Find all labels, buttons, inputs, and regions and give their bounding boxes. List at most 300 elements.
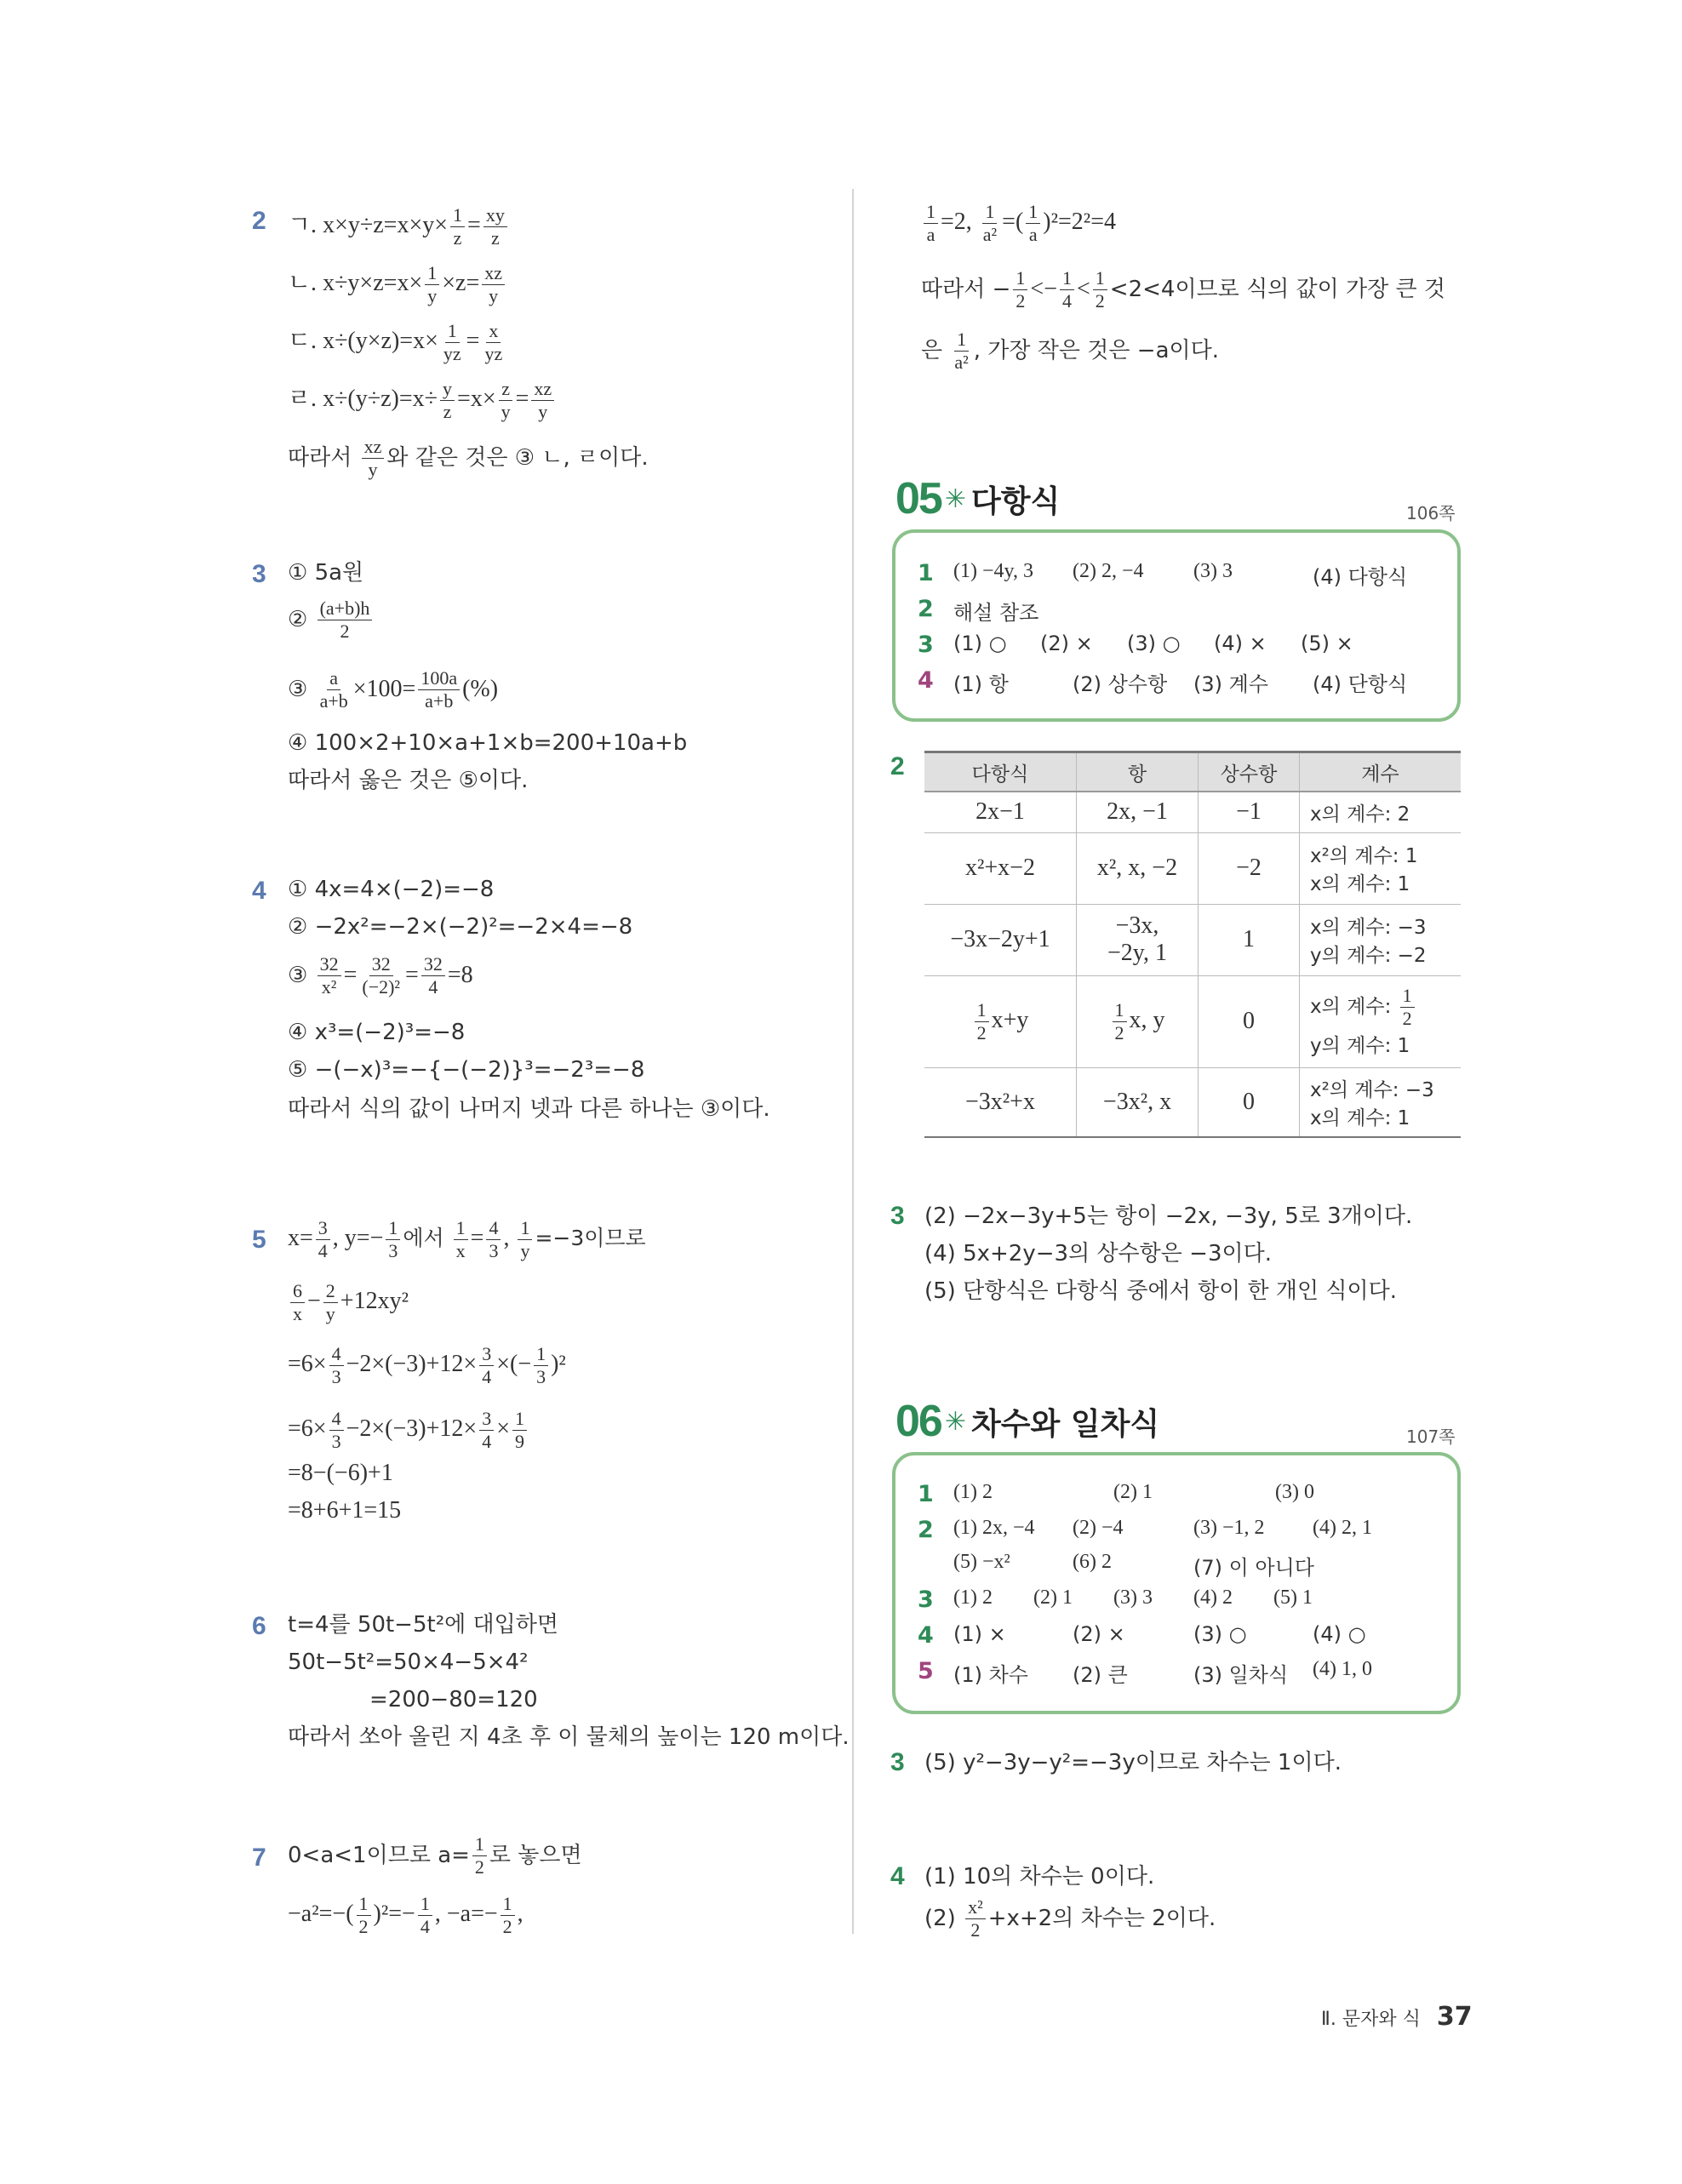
section-page-ref: 106쪽 xyxy=(1406,503,1456,523)
box-item: (3) ○ xyxy=(1193,1622,1247,1646)
table-row xyxy=(924,792,1461,832)
polynomial-table xyxy=(924,751,1461,1138)
box-item: (4) ○ xyxy=(1313,1622,1366,1646)
numerator: xz xyxy=(482,262,505,285)
denominator: 4 xyxy=(428,976,438,998)
expr: (%) xyxy=(462,676,499,702)
numerator: z xyxy=(499,378,512,401)
answer-line: ② −2x²=−2×(−2)²=−2×4=−8 xyxy=(288,914,633,940)
denominator: z xyxy=(453,227,462,249)
fraction xyxy=(924,201,938,246)
answer-line: ① 4x=4×(−2)=−8 xyxy=(288,877,495,902)
table-row xyxy=(924,904,1461,975)
numerator: 1 xyxy=(472,1833,487,1856)
expr: < xyxy=(1077,276,1090,302)
answer-line xyxy=(288,1833,582,1878)
text: (2) xyxy=(924,1906,964,1931)
fraction xyxy=(329,1408,344,1453)
cell-line: x²의 계수: 1 xyxy=(1310,845,1418,867)
table-cell: 2x−1 xyxy=(924,792,1077,832)
table-row xyxy=(924,832,1461,904)
fraction xyxy=(534,1343,548,1388)
box-item: (1) 2x, −4 xyxy=(953,1517,1035,1539)
fraction xyxy=(1060,267,1074,312)
table-cell xyxy=(1300,975,1462,1067)
numerator: 1 xyxy=(450,204,465,227)
expr: ×(− xyxy=(496,1350,532,1377)
question-number: 3 xyxy=(890,1748,905,1776)
label: ㄱ. xyxy=(288,211,323,238)
expr: )²=− xyxy=(373,1900,415,1927)
row-number: 3 xyxy=(918,1587,934,1613)
numerator: 1 xyxy=(512,1408,527,1431)
question-number: 5 xyxy=(252,1226,266,1254)
answer-line xyxy=(921,329,1219,374)
numerator: 100a xyxy=(418,667,460,690)
table-header-row xyxy=(924,752,1461,792)
box-item: (1) 차수 xyxy=(953,1663,1028,1687)
column-divider xyxy=(852,189,854,1934)
numerator: 32 xyxy=(318,953,341,976)
box-item: (4) 2 xyxy=(1193,1587,1233,1609)
fraction xyxy=(531,378,554,423)
cell-line: y의 계수: −2 xyxy=(1310,945,1427,967)
expr: , y=− xyxy=(332,1224,384,1251)
fraction xyxy=(421,953,445,998)
box-item: 해설 참조 xyxy=(953,601,1039,625)
label: ㄴ. xyxy=(288,269,323,296)
row-number: 4 xyxy=(918,1622,934,1649)
numerator: (a+b)h xyxy=(318,597,373,620)
box-item: (2) × xyxy=(1073,1622,1125,1646)
question-number: 7 xyxy=(252,1844,266,1872)
answer-line xyxy=(288,953,473,998)
column-header: 상수항 xyxy=(1199,752,1300,792)
numerator: 1 xyxy=(1060,267,1074,290)
denominator: 4 xyxy=(420,1916,430,1937)
fraction xyxy=(501,1893,515,1938)
star-icon: ✳ xyxy=(944,483,966,514)
denominator: 2 xyxy=(976,1021,987,1043)
fraction xyxy=(386,1217,400,1262)
expr: , −a=− xyxy=(434,1900,498,1927)
denominator: a² xyxy=(954,352,969,373)
box-item: (1) 2 xyxy=(953,1481,993,1503)
cell-line: y의 계수: 1 xyxy=(1310,1035,1410,1057)
star-icon: ✳ xyxy=(944,1406,966,1437)
denominator: x xyxy=(455,1240,466,1261)
box-item: (2) −4 xyxy=(1073,1517,1124,1539)
box-item: (1) × xyxy=(953,1622,1006,1646)
column-header: 항 xyxy=(1077,752,1199,792)
numerator: x xyxy=(486,320,501,343)
denominator: a² xyxy=(982,224,998,245)
denominator: 9 xyxy=(515,1431,524,1452)
fraction xyxy=(486,1217,501,1262)
expr: − xyxy=(307,1287,321,1314)
box-item: (3) ○ xyxy=(1127,632,1181,655)
cell-line: x²의 계수: −3 xyxy=(1310,1078,1434,1101)
chapter-label: Ⅱ. 문자와 식 xyxy=(1321,2009,1421,2030)
cell-line: x의 계수: 1 xyxy=(1310,1106,1410,1129)
answer-line xyxy=(924,1896,1216,1941)
table-cell xyxy=(924,975,1077,1067)
denominator: 3 xyxy=(489,1240,499,1261)
fraction xyxy=(316,1217,330,1262)
answer-line: ① 5a원 xyxy=(288,560,364,586)
fraction xyxy=(483,204,507,249)
section-title: 차수와 일차식 xyxy=(970,1406,1160,1442)
cell-text: x, y xyxy=(1129,1006,1165,1033)
fraction xyxy=(1093,267,1107,312)
numerator: 1 xyxy=(386,1217,400,1240)
text: 은 xyxy=(921,338,950,363)
fraction xyxy=(357,1893,371,1938)
answer-line: (5) y²−3y−y²=−3y이므로 차수는 1이다. xyxy=(924,1750,1342,1775)
denominator: 4 xyxy=(482,1366,492,1387)
box-item: (5) 1 xyxy=(1273,1587,1313,1609)
box-item: (2) 2, −4 xyxy=(1073,560,1144,582)
question-number: 3 xyxy=(252,560,266,588)
denominator: 2 xyxy=(1402,1008,1412,1029)
answer-line xyxy=(288,597,375,643)
box-item: (2) 1 xyxy=(1033,1587,1073,1609)
table-cell: −3x²+x xyxy=(924,1067,1077,1137)
table-cell xyxy=(1300,832,1462,904)
numerator: 1 xyxy=(1093,267,1107,290)
answer-box xyxy=(892,529,1461,722)
denominator: a+b xyxy=(425,690,454,712)
denominator: 4 xyxy=(482,1431,492,1452)
box-item: (5) × xyxy=(1301,632,1353,655)
table-cell: −1 xyxy=(1199,792,1300,832)
expr: x×y÷z=x×y× xyxy=(323,211,449,238)
fraction xyxy=(952,329,970,374)
section-page-ref: 107쪽 xyxy=(1406,1426,1456,1447)
denominator: y xyxy=(520,1240,530,1261)
numerator: 6 xyxy=(290,1280,305,1303)
denominator: x xyxy=(293,1303,302,1324)
cell-text: x+y xyxy=(991,1006,1029,1033)
numerator: 1 xyxy=(454,1217,468,1240)
table-cell: 0 xyxy=(1199,975,1300,1067)
answer-line: (4) 5x+2y−3의 상수항은 −3이다. xyxy=(924,1241,1272,1266)
label: ㄹ. xyxy=(288,385,323,412)
answer-line xyxy=(921,267,1445,312)
denominator: 3 xyxy=(331,1431,341,1452)
cell-line: −2y, 1 xyxy=(1107,940,1167,966)
fraction xyxy=(440,378,455,423)
box-item: (2) 1 xyxy=(1113,1481,1153,1503)
numerator: a xyxy=(327,667,340,690)
answer-line: =8+6+1=15 xyxy=(288,1497,402,1524)
table-cell: −2 xyxy=(1199,832,1300,904)
table-cell: −3x−2y+1 xyxy=(924,904,1077,975)
table-cell: x²+x−2 xyxy=(924,832,1077,904)
cell-text: x의 계수: xyxy=(1310,996,1398,1018)
fraction xyxy=(499,378,513,423)
answer-line: ④ x³=(−2)³=−8 xyxy=(288,1020,466,1045)
answer-line: 따라서 옳은 것은 ⑤이다. xyxy=(288,768,529,793)
answer-line xyxy=(288,436,649,481)
box-item: (4) × xyxy=(1214,632,1267,655)
expr: × xyxy=(496,1415,510,1442)
numerator: 1 xyxy=(975,999,989,1022)
question-number: 4 xyxy=(890,1862,905,1890)
expr: )² xyxy=(551,1350,566,1377)
answer-line: ④ 100×2+10×a+1×b=200+10a+b xyxy=(288,730,688,756)
expr: ×100= xyxy=(352,676,416,702)
fraction xyxy=(1026,201,1040,246)
text: ③ xyxy=(288,677,315,702)
answer-line: =200−80=120 xyxy=(369,1687,538,1712)
table-cell xyxy=(1077,904,1199,975)
fraction xyxy=(479,1343,494,1388)
row-number: 2 xyxy=(918,596,934,622)
numerator: 4 xyxy=(329,1343,344,1366)
denominator: 2 xyxy=(340,620,350,642)
box-item: (1) 2 xyxy=(953,1587,993,1609)
fraction xyxy=(482,320,505,365)
answer-line xyxy=(288,1343,566,1388)
answer-line: ⑤ −(−x)³=−{−(−2)}³=−2³=−8 xyxy=(288,1057,645,1083)
expr: = xyxy=(470,1224,484,1251)
denominator: y xyxy=(538,401,548,422)
numerator: xz xyxy=(531,378,554,401)
numerator: 4 xyxy=(329,1408,344,1431)
numerator: 1 xyxy=(534,1343,548,1366)
answer-line: 따라서 쏘아 올린 지 4초 후 이 물체의 높이는 120 m이다. xyxy=(288,1724,850,1750)
row-number: 5 xyxy=(918,1658,934,1684)
numerator: xy xyxy=(483,204,507,227)
fraction xyxy=(1400,985,1415,1030)
numerator: 3 xyxy=(479,1343,494,1366)
box-item: (6) 2 xyxy=(1073,1551,1112,1573)
fraction xyxy=(318,597,373,643)
denominator: a xyxy=(926,224,935,245)
denominator: yz xyxy=(443,343,461,364)
page-number: 37 xyxy=(1436,2002,1473,2032)
answer-line xyxy=(288,378,557,423)
denominator: a xyxy=(1028,224,1038,245)
numerator: 1 xyxy=(518,1217,532,1240)
text: 로 놓으면 xyxy=(489,1843,582,1868)
box-item: (3) 계수 xyxy=(1193,672,1268,696)
question-number: 2 xyxy=(890,752,905,780)
denominator: 2 xyxy=(358,1916,369,1937)
numerator: 1 xyxy=(418,1893,432,1916)
denominator: 2 xyxy=(970,1919,981,1941)
denominator: (−2)² xyxy=(362,976,401,998)
row-number: 4 xyxy=(918,667,934,694)
row-number: 2 xyxy=(918,1517,934,1543)
numerator: 1 xyxy=(954,329,969,352)
denominator: 2 xyxy=(502,1916,512,1937)
answer-line: =8−(−6)+1 xyxy=(288,1460,393,1486)
box-item: (5) −x² xyxy=(953,1551,1010,1573)
expr: = xyxy=(405,962,419,988)
numerator: y xyxy=(440,378,455,401)
fraction xyxy=(472,1833,487,1878)
expr: = xyxy=(467,211,481,238)
numerator: xz xyxy=(362,436,385,459)
expr: −2×(−3)+12× xyxy=(346,1415,478,1442)
section-number: 06 xyxy=(895,1397,941,1446)
denominator: x² xyxy=(321,976,337,998)
box-item: (4) 1, 0 xyxy=(1313,1658,1372,1680)
denominator: a+b xyxy=(319,690,348,712)
box-item: (1) 항 xyxy=(953,672,1009,696)
fraction xyxy=(323,1280,338,1325)
box-item: (2) 큰 xyxy=(1073,1663,1128,1687)
box-item: (3) 일차식 xyxy=(1193,1663,1289,1687)
text: <2<4이므로 식의 값이 가장 큰 것 xyxy=(1109,277,1446,302)
table-cell xyxy=(1300,1067,1462,1137)
answer-line xyxy=(288,1280,409,1325)
expr: )²=2²=4 xyxy=(1043,208,1116,235)
denominator: y xyxy=(325,1303,335,1324)
box-item: (3) 3 xyxy=(1193,560,1233,582)
row-number: 1 xyxy=(918,560,934,586)
expr: = xyxy=(466,327,480,354)
numerator: 3 xyxy=(316,1217,330,1240)
denominator: z xyxy=(490,227,500,249)
denominator: 3 xyxy=(388,1240,398,1261)
text: 에서 xyxy=(403,1225,451,1250)
fraction xyxy=(965,1896,986,1941)
numerator: 1 xyxy=(357,1893,371,1916)
column-header: 다항식 xyxy=(924,752,1077,792)
text: 따라서 − xyxy=(921,277,1011,302)
denominator: y xyxy=(501,401,511,422)
table-cell: x의 계수: 2 xyxy=(1300,792,1462,832)
numerator: x² xyxy=(965,1896,986,1919)
denominator: 4 xyxy=(1062,290,1072,312)
text: ③ xyxy=(288,963,315,988)
numerator: 32 xyxy=(421,953,445,976)
table-cell: 0 xyxy=(1199,1067,1300,1137)
fraction xyxy=(290,1280,305,1325)
text: 0<a<1이므로 a= xyxy=(288,1843,470,1868)
numerator: 1 xyxy=(425,262,439,285)
expr: x÷y×z=x× xyxy=(323,269,423,296)
fraction xyxy=(1013,267,1027,312)
box-item: (1) ○ xyxy=(953,632,1007,655)
numerator: 32 xyxy=(369,953,393,976)
denominator: 2 xyxy=(474,1856,484,1878)
table-row xyxy=(924,1067,1461,1137)
answer-line xyxy=(288,262,507,307)
numerator: 1 xyxy=(445,320,460,343)
expr: =x× xyxy=(457,385,496,412)
cell-line: x의 계수: 1 xyxy=(1310,873,1410,895)
answer-line: (5) 단항식은 다항식 중에서 항이 한 개인 식이다. xyxy=(924,1278,1398,1304)
box-item: (2) × xyxy=(1040,632,1093,655)
table-cell xyxy=(1300,904,1462,975)
fraction xyxy=(418,1893,432,1938)
expr: = xyxy=(343,962,358,988)
cell-line xyxy=(1310,985,1461,1030)
fraction xyxy=(418,667,460,712)
expr: , xyxy=(503,1224,516,1251)
answer-box xyxy=(892,1452,1461,1714)
row-number: 3 xyxy=(918,632,934,658)
expr: ×z= xyxy=(442,269,480,296)
section-title: 다항식 xyxy=(970,483,1061,519)
expr: −2×(−3)+12× xyxy=(346,1350,478,1377)
fraction xyxy=(975,999,989,1044)
fraction xyxy=(318,953,341,998)
answer-line xyxy=(288,204,510,249)
expr: x÷(y÷z)=x÷ xyxy=(323,385,438,412)
fraction xyxy=(450,204,465,249)
fraction xyxy=(362,436,385,481)
table-cell: 1 xyxy=(1199,904,1300,975)
answer-line xyxy=(288,1893,523,1938)
label: ㄷ. xyxy=(288,327,323,354)
expr: <− xyxy=(1030,276,1057,302)
expr: −a²=−( xyxy=(288,1900,354,1927)
page-footer xyxy=(1321,2002,1473,2032)
row-number: 1 xyxy=(918,1481,934,1507)
box-item: (3) −1, 2 xyxy=(1193,1517,1265,1539)
numerator: 1 xyxy=(924,201,938,224)
fraction xyxy=(1113,999,1127,1044)
answer-line xyxy=(288,320,507,365)
fraction xyxy=(454,1217,468,1262)
denominator: y xyxy=(489,285,499,306)
cell-line: x의 계수: −3 xyxy=(1310,917,1427,939)
fraction xyxy=(329,1343,344,1388)
numerator: 4 xyxy=(486,1217,501,1240)
text: ② xyxy=(288,607,315,632)
question-number: 3 xyxy=(890,1202,905,1230)
expr: =6× xyxy=(288,1415,327,1442)
box-item: (4) 단항식 xyxy=(1313,672,1408,696)
denominator: 3 xyxy=(331,1366,341,1387)
expr: =6× xyxy=(288,1350,327,1377)
expr: x= xyxy=(288,1224,313,1251)
box-item: (4) 다항식 xyxy=(1313,565,1408,589)
numerator: 1 xyxy=(501,1893,515,1916)
numerator: 1 xyxy=(1400,985,1415,1008)
answer-line: 50t−5t²=50×4−5×4² xyxy=(288,1649,529,1675)
text: 와 같은 것은 ③ ㄴ, ㄹ이다. xyxy=(386,445,649,471)
box-item: (2) 상수항 xyxy=(1073,672,1168,696)
denominator: y xyxy=(427,285,438,306)
answer-line: (1) 10의 차수는 0이다. xyxy=(924,1864,1155,1890)
fraction xyxy=(318,667,351,712)
denominator: y xyxy=(368,459,378,480)
table-cell xyxy=(1077,975,1199,1067)
table-row xyxy=(924,975,1461,1067)
numerator: 2 xyxy=(323,1280,338,1303)
fraction xyxy=(981,201,999,246)
text: =−3이므로 xyxy=(535,1225,646,1250)
fraction xyxy=(425,262,439,307)
expr: =8 xyxy=(447,962,473,988)
box-item: (3) 3 xyxy=(1113,1587,1153,1609)
numerator: 1 xyxy=(1013,267,1027,290)
fraction xyxy=(512,1408,527,1453)
fraction xyxy=(479,1408,494,1453)
fraction xyxy=(518,1217,532,1262)
fraction xyxy=(359,953,403,998)
text: , 가장 작은 것은 −a이다. xyxy=(973,338,1219,363)
text: 따라서 xyxy=(288,445,359,471)
answer-line xyxy=(288,1217,646,1262)
denominator: 2 xyxy=(1114,1021,1124,1043)
